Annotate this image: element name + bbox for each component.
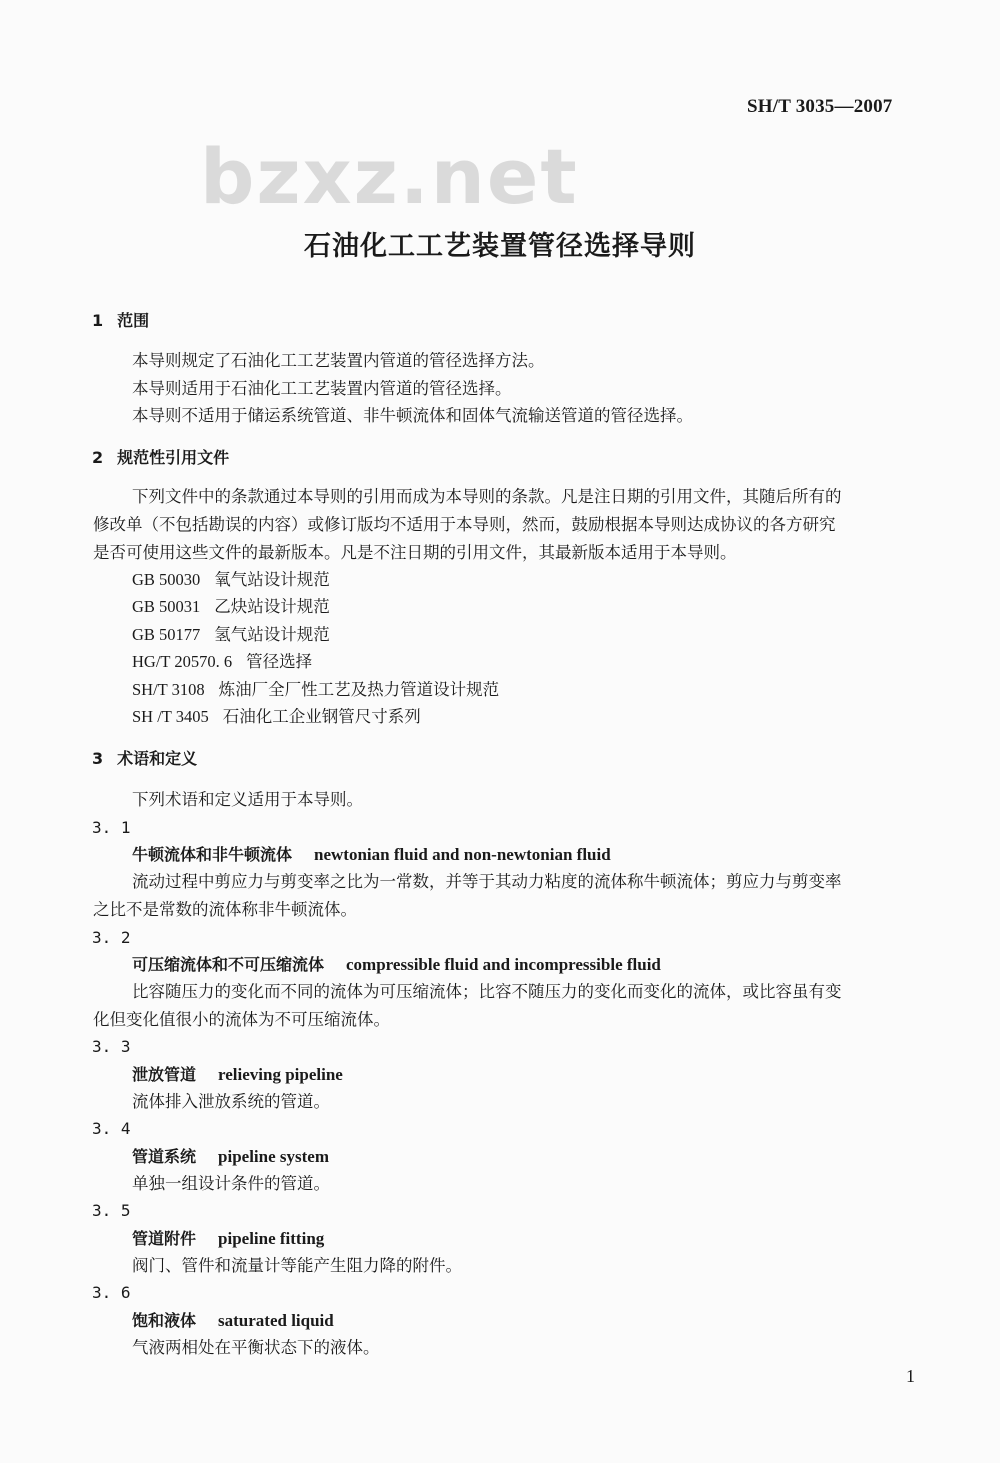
term-definition-line: 化但变化值很小的流体为不可压缩流体。 [93, 1010, 390, 1029]
term-number: 3. 1 [92, 818, 131, 837]
term-en: relieving pipeline [218, 1065, 343, 1084]
term-number: 3. 5 [92, 1201, 131, 1220]
paragraph-line: 下列文件中的条款通过本导则的引用而成为本导则的条款。凡是注日期的引用文件，其随后所有的 [132, 487, 842, 506]
reference-item [132, 572, 330, 589]
reference-item [132, 682, 499, 699]
term-heading [132, 956, 661, 974]
section-number: 3 [92, 749, 104, 768]
term-en: saturated liquid [218, 1311, 334, 1330]
term-en: compressible fluid and incompressible fluid [346, 955, 661, 974]
term-number: 3. 2 [92, 928, 131, 947]
reference-code: HG/T 20570. 6 [132, 652, 233, 671]
term-cn: 管道附件 [132, 1229, 197, 1248]
reference-name: 氧气站设计规范 [214, 570, 330, 589]
reference-name: 氢气站设计规范 [214, 625, 330, 644]
term-en: pipeline fitting [218, 1229, 325, 1248]
term-definition-line: 单独一组设计条件的管道。 [132, 1174, 330, 1193]
term-number: 3. 4 [92, 1119, 131, 1138]
reference-name: 管径选择 [246, 652, 313, 671]
reference-code: SH/T 3108 [132, 680, 205, 699]
section-number: 1 [92, 311, 104, 330]
paragraph: 本导则规定了石油化工工艺装置内管道的管径选择方法。 [132, 351, 545, 370]
term-number: 3. 3 [92, 1037, 131, 1056]
reference-name: 石油化工企业钢管尺寸系列 [222, 707, 421, 726]
term-cn: 牛顿流体和非牛顿流体 [132, 845, 293, 864]
reference-item [132, 627, 330, 644]
paragraph: 本导则不适用于储运系统管道、非牛顿流体和固体气流输送管道的管径选择。 [132, 406, 693, 425]
term-definition-line: 气液两相处在平衡状态下的液体。 [132, 1338, 380, 1357]
paragraph-line: 是否可使用这些文件的最新版本。凡是不注日期的引用文件，其最新版本适用于本导则。 [93, 543, 737, 562]
section-1-heading [92, 313, 149, 329]
term-cn: 泄放管道 [132, 1065, 197, 1084]
term-definition-line: 流体排入泄放系统的管道。 [132, 1092, 330, 1111]
paragraph-line: 修改单（不包括勘误的内容）或修订版均不适用于本导则，然而，鼓励根据本导则达成协议的各方研究 [93, 515, 836, 534]
reference-item [132, 654, 312, 671]
term-heading [132, 1066, 343, 1084]
paragraph: 本导则适用于石油化工工艺装置内管道的管径选择。 [132, 379, 512, 398]
term-cn: 可压缩流体和不可压缩流体 [132, 955, 325, 974]
term-definition-line: 之比不是常数的流体称非牛顿流体。 [93, 900, 357, 919]
reference-item [132, 709, 421, 726]
standard-code: SH/T 3035—2007 [747, 96, 893, 117]
term-heading [132, 1312, 334, 1330]
term-definition-line: 流动过程中剪应力与剪变率之比为一常数，并等于其动力粘度的流体称牛顿流体；剪应力与剪变率 [132, 872, 842, 891]
section-3-heading [92, 751, 197, 767]
section-2-heading [92, 450, 229, 466]
paragraph: 下列术语和定义适用于本导则。 [132, 790, 363, 809]
reference-code: SH /T 3405 [132, 707, 209, 726]
term-heading [132, 846, 611, 864]
reference-name: 炼油厂全厂性工艺及热力管道设计规范 [218, 680, 500, 699]
section-title: 术语和定义 [117, 749, 198, 768]
term-definition-line: 阀门、管件和流量计等能产生阻力降的附件。 [132, 1256, 462, 1275]
reference-code: GB 50177 [132, 625, 201, 644]
section-number: 2 [92, 448, 104, 467]
term-cn: 饱和液体 [132, 1311, 197, 1330]
document-title: 石油化工工艺装置管径选择导则 [304, 231, 696, 262]
term-number: 3. 6 [92, 1283, 131, 1302]
section-title: 规范性引用文件 [117, 448, 230, 467]
term-heading [132, 1230, 324, 1248]
reference-name: 乙炔站设计规范 [214, 597, 330, 616]
page-number: 1 [906, 1366, 915, 1386]
reference-code: GB 50030 [132, 570, 201, 589]
term-en: pipeline system [218, 1147, 329, 1166]
reference-item [132, 599, 330, 616]
section-title: 范围 [117, 311, 150, 330]
reference-code: GB 50031 [132, 597, 201, 616]
term-en: newtonian fluid and non-newtonian fluid [314, 845, 611, 864]
watermark: bzxz.net [200, 132, 579, 221]
term-heading [132, 1148, 329, 1166]
term-cn: 管道系统 [132, 1147, 197, 1166]
term-definition-line: 比容随压力的变化而不同的流体为可压缩流体；比容不随压力的变化而变化的流体，或比容虽有变 [132, 982, 842, 1001]
